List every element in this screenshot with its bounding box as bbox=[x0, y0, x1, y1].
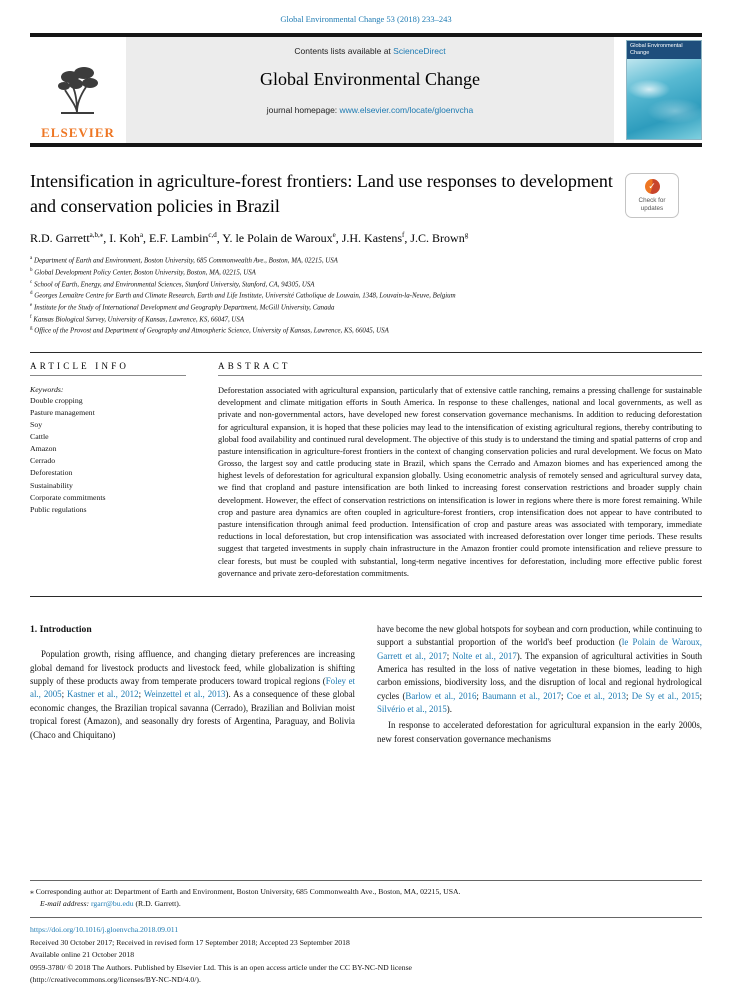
journal-title: Global Environmental Change bbox=[260, 69, 480, 89]
received-dates: Received 30 October 2017; Received in revised form 17 September 2018; Accepted 23 September 2018 bbox=[30, 937, 350, 947]
text-segment[interactable]: Foley et al., 2005 bbox=[30, 676, 355, 700]
article-header bbox=[30, 169, 702, 219]
keyword: Cerrado bbox=[30, 456, 56, 466]
text-segment: ; bbox=[61, 689, 68, 700]
author bbox=[30, 231, 109, 245]
affiliation bbox=[30, 290, 702, 302]
introduction-section bbox=[30, 623, 702, 746]
right-column bbox=[377, 623, 702, 746]
masthead-center bbox=[126, 37, 614, 143]
affiliation-text: Kansas Biological Survey, University of Kansas, Lawrence, KS, 66047, USA bbox=[33, 315, 245, 323]
affiliation-sup: f bbox=[30, 314, 32, 320]
abstract-text: Deforestation associated with agricultural expansion, particularly that of extensive cattle ranching, remains a pressing challenge for sustainable development and climate mitigation efforts in South America. In response to these challenges, national and local governments, as well as private and non-governmental actors, have developed new forest conservation governance mechanisms. In addition to reducing deforestation for agricultural expansion, it is hoped that these policies may lead to the intensification of existing agricultural regions, thereby contributing to global food availability and continued rural development. The objective of this study is to understand the timing and spatial patterns of crop and pasture intensification in agriculture-forest frontiers in the context of changing conservation policies and rural development. We focus on Mato Grosso, the largest soy and cattle producing state in Brazil, which spans the Cerrado and Amazon biomes and has experienced among the highest levels of deforestation for agricultural expansion globally. Using econometric analysis of remotely sensed and agricultural survey data, we find that cropland and pasture intensification are both linked to increasing forest conservation restrictions and broader supply chain development. However, the effect of conservation restrictions on intensification is lower in regions where there is more forest remaining. While crop and pasture area dynamics are often coupled in agriculture-forest frontiers, crop intensification does not appear to have contributed to pasture intensification through animal feed production. Intensification of crop and pasture areas was associated with temporary, immediate reductions in local deforestation, but crop intensification was associated with increased deforestation over longer time periods. These results suggest that targeted investments in supply chain infrastructure in the Amazon frontier could promote intensification and relieve pressure to clear forests, but must be coupled with substantial, long-term negative incentives for deforestation, including more effective public forest governance and private zero-deforestation commitments. bbox=[218, 385, 702, 578]
journal-homepage-link[interactable]: www.elsevier.com/locate/gloenvcha bbox=[339, 105, 474, 115]
footer bbox=[30, 880, 702, 987]
text-segment[interactable]: Coe et al., 2013 bbox=[566, 690, 626, 701]
cover-title: Global Environmental Change bbox=[627, 41, 701, 59]
text-segment[interactable]: Kastner et al., 2012 bbox=[67, 689, 139, 700]
text-segment: Population growth, rising affluence, and changing dietary preferences are increasing global demand for livestock products and livestock feed, while globalization is shifting supply of these products away from temperate producers toward tropical regions ( bbox=[30, 649, 355, 687]
email-line bbox=[40, 898, 702, 910]
text-segment[interactable]: Barlow et al., 2016 bbox=[405, 690, 477, 701]
footnote-rule bbox=[30, 880, 702, 881]
available-online: Available online 21 October 2018 bbox=[30, 950, 135, 960]
author-name: I. Koh bbox=[109, 231, 140, 246]
elsevier-logo bbox=[30, 37, 126, 143]
author-affiliation-sup: g bbox=[464, 231, 469, 240]
keyword: Public regulations bbox=[30, 504, 87, 514]
article-title: Intensification in agriculture-forest frontiers: Land use responses to development and conservation policies in Brazil bbox=[30, 171, 613, 217]
homepage-prefix: journal homepage: bbox=[266, 105, 340, 115]
journal-citation: Global Environmental Change 53 (2018) 233–243 bbox=[280, 14, 452, 24]
text-segment[interactable]: Silvério et al., 2015 bbox=[377, 704, 447, 715]
email-suffix: (R.D. Garrett). bbox=[133, 898, 181, 908]
text-segment: ). As a consequence of these global economic changes, the Brazilian tropical savanna (Cerrado), Brazilian and Bolivian moist tropical forest (Amazon), and seasonally dry forests of Argentina, Paraguay, and Bolivia (Chaco and Chiquitano) bbox=[30, 689, 355, 740]
keyword: Corporate commitments bbox=[30, 492, 106, 502]
author-affiliation-sup: a bbox=[139, 231, 144, 240]
author bbox=[222, 231, 341, 245]
author-name: E.F. Lambin bbox=[149, 231, 209, 246]
contents-line bbox=[126, 46, 614, 56]
abstract-column bbox=[206, 361, 702, 580]
elsevier-tree-icon bbox=[52, 64, 104, 123]
author-name: Y. le Polain de Waroux bbox=[222, 231, 333, 246]
affiliation-text: Global Development Policy Center, Boston University, Boston, MA, 02215, USA bbox=[34, 269, 256, 277]
check-for-updates-badge[interactable] bbox=[625, 173, 679, 218]
affiliation bbox=[30, 325, 702, 337]
author-name: J.C. Brown bbox=[410, 231, 465, 246]
journal-cover-thumbnail bbox=[626, 40, 702, 140]
text-segment: ; bbox=[446, 650, 453, 661]
keyword: Double cropping bbox=[30, 395, 83, 405]
elsevier-wordmark: ELSEVIER bbox=[41, 125, 115, 140]
affiliation bbox=[30, 279, 702, 291]
text-segment[interactable]: Weinzettel et al., 2013 bbox=[143, 689, 226, 700]
affiliation bbox=[30, 267, 702, 279]
author-affiliation-sup: c,d bbox=[208, 231, 217, 240]
abstract-heading: ABSTRACT bbox=[218, 361, 702, 376]
affiliation-text: Institute for the Study of International Development and Geography Department, McGill University, Canada bbox=[33, 304, 335, 312]
affiliation bbox=[30, 302, 702, 314]
keyword: Sustainability bbox=[30, 480, 73, 490]
author bbox=[149, 231, 222, 245]
cover-wrap bbox=[614, 37, 702, 143]
text-segment[interactable]: Nolte et al., 2017 bbox=[452, 650, 517, 661]
affiliation-text: Georges Lemaître Centre for Earth and Climate Research, Earth and Life Institute, Université Catholique de Louvain, 1348, Louvain-la-Neuve, Belgium bbox=[34, 292, 456, 300]
text-segment: ; bbox=[625, 690, 632, 701]
text-segment[interactable]: le Polain de Waroux, Garrett et al., 2017 bbox=[377, 637, 702, 661]
homepage-line bbox=[126, 105, 614, 115]
affiliation-sup: g bbox=[30, 326, 33, 332]
author-name: J.H. Kastens bbox=[341, 231, 403, 246]
author bbox=[109, 231, 149, 245]
text-segment: have become the new global hotspots for soybean and corn production, while continuing to support a substantial proportion of the world's beef production ( bbox=[377, 623, 702, 648]
affiliation-sup: c bbox=[30, 279, 33, 285]
article-info-abstract-section bbox=[30, 352, 702, 597]
author bbox=[410, 231, 468, 245]
copyright-line-2[interactable]: (http://creativecommons.org/licenses/BY-NC-ND/4.0/). bbox=[30, 975, 201, 985]
intro-paragraph-3 bbox=[377, 719, 702, 746]
affiliation-list bbox=[30, 255, 702, 337]
affiliation bbox=[30, 255, 702, 267]
masthead bbox=[30, 37, 702, 143]
keyword: Amazon bbox=[30, 444, 57, 454]
crossmark-icon: ✓ bbox=[645, 179, 660, 194]
text-segment: ; bbox=[476, 690, 483, 701]
keyword-list bbox=[30, 395, 186, 516]
corresponding-author-note: ⁎ Corresponding author at: Department of Earth and Environment, Boston University, 685 Commonwealth Ave., Boston, MA, 02215, USA. bbox=[30, 887, 461, 897]
keyword: Deforestation bbox=[30, 468, 73, 478]
text-segment[interactable]: Baumann et al., 2017 bbox=[482, 690, 562, 701]
author-affiliation-sup: e bbox=[332, 231, 336, 240]
text-segment: ; bbox=[561, 690, 567, 701]
keyword: Soy bbox=[30, 420, 43, 430]
affiliation-text: Department of Earth and Environment, Boston University, 685 Commonwealth Ave., Boston, MA, 02215, USA bbox=[33, 257, 338, 265]
contents-prefix: Contents lists available at bbox=[294, 46, 394, 56]
affiliation-sup: a bbox=[30, 256, 33, 262]
email-link[interactable]: rgarr@bu.edu bbox=[90, 898, 134, 908]
check-badge-label: Check for updates bbox=[638, 197, 666, 213]
author-affiliation-sup: a,b,⁎ bbox=[89, 231, 104, 240]
author-list bbox=[30, 231, 702, 246]
doi-block bbox=[30, 917, 702, 986]
text-segment: In response to accelerated deforestation for agricultural expansion in the early 2000s, new forest conservation governance mechanisms bbox=[377, 720, 702, 744]
sciencedirect-link[interactable]: ScienceDirect bbox=[393, 46, 446, 56]
author bbox=[342, 231, 411, 245]
section-heading: 1. Introduction bbox=[30, 623, 92, 635]
author-name: R.D. Garrett bbox=[30, 231, 90, 246]
article-info-column bbox=[30, 361, 206, 580]
doi-link[interactable]: https://doi.org/10.1016/j.gloenvcha.2018.09.011 bbox=[30, 925, 179, 935]
affiliation bbox=[30, 314, 702, 326]
cover-art bbox=[627, 59, 701, 139]
keyword: Cattle bbox=[30, 432, 49, 442]
intro-paragraph-1 bbox=[30, 648, 355, 742]
text-segment: ). bbox=[446, 704, 452, 715]
copyright-line-1: 0959-3780/ © 2018 The Authors. Published by Elsevier Ltd. This is an open access article under the CC BY-NC-ND license bbox=[30, 962, 412, 972]
text-segment: ; bbox=[699, 690, 703, 701]
intro-paragraph-2 bbox=[377, 623, 702, 717]
keywords-label: Keywords: bbox=[30, 384, 64, 394]
affiliation-text: Office of the Provost and Department of Geography and Atmospheric Science, University of Kansas, Lawrence, KS, 66045, USA bbox=[34, 327, 389, 335]
affiliation-sup: b bbox=[30, 268, 33, 274]
left-column bbox=[30, 623, 355, 746]
author-affiliation-sup: f bbox=[402, 231, 405, 240]
text-segment[interactable]: De Sy et al., 2015 bbox=[631, 690, 700, 701]
keyword: Pasture management bbox=[30, 408, 95, 418]
affiliation-sup: e bbox=[30, 303, 33, 308]
email-label: E-mail address: bbox=[40, 898, 90, 908]
affiliation-text: School of Earth, Energy, and Environmental Sciences, Stanford University, Stanford, CA, 94305, USA bbox=[33, 280, 315, 288]
text-segment: ). The expansion of agricultural activities in South America has resulted in the loss of native vegetation in these biomes, leading to high carbon emissions, biodiversity loss, and the disruption of local and regional hydrological cycles ( bbox=[377, 650, 703, 701]
affiliation-sup: d bbox=[30, 291, 33, 297]
text-segment: ; bbox=[138, 689, 144, 700]
article-info-heading: ARTICLE INFO bbox=[30, 361, 186, 376]
masthead-bottom-rule bbox=[30, 143, 702, 147]
